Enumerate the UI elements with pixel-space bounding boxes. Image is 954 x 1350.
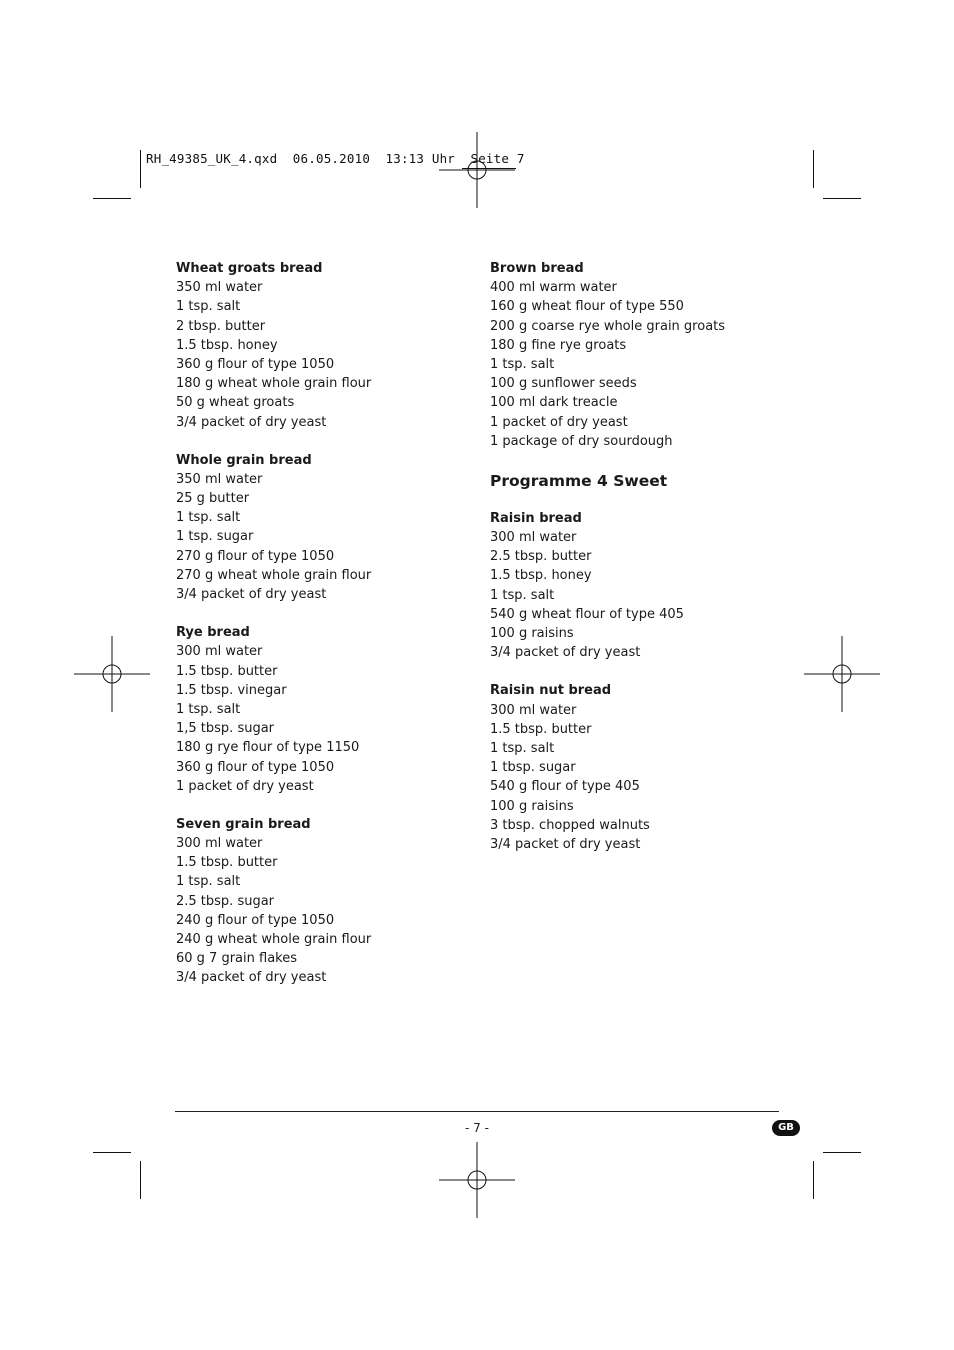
- recipe-seven-grain-bread: [176, 815, 476, 988]
- crop-mark: [813, 150, 814, 188]
- ingredient: 540 g wheat flour of type 405: [490, 606, 684, 622]
- footer-divider: [175, 1111, 779, 1112]
- crop-mark: [823, 1152, 861, 1153]
- recipe-title: Seven grain bread: [176, 816, 311, 832]
- ingredient: 100 g sunflower seeds: [490, 376, 637, 392]
- ingredient: 240 g wheat whole grain flour: [176, 932, 372, 947]
- ingredient: 3/4 packet of dry yeast: [490, 645, 641, 661]
- recipe-title: Wheat groats bread: [176, 261, 323, 276]
- ingredient: 1 package of dry sourdough: [490, 433, 673, 449]
- ingredient: 1 tsp. salt: [490, 587, 555, 603]
- ingredient: 540 g flour of type 405: [490, 779, 640, 795]
- ingredient: 360 g flour of type 1050: [176, 759, 335, 775]
- ingredient: 1.5 tbsp. vinegar: [176, 682, 287, 698]
- crop-mark: [140, 1161, 141, 1199]
- ingredient: 1 packet of dry yeast: [490, 414, 628, 430]
- ingredient: 1,5 tbsp. sugar: [176, 721, 275, 737]
- ingredient: 3 tbsp. chopped walnuts: [490, 817, 650, 833]
- crop-mark: [140, 150, 141, 188]
- registration-mark-icon: [74, 636, 150, 712]
- ingredient: 50 g wheat groats: [176, 395, 295, 411]
- ingredient: 270 g flour of type 1050: [176, 548, 335, 564]
- print-slug: RH_49385_UK_4.qxd 06.05.2010 13:13 Uhr Seite 7: [146, 151, 525, 166]
- right-column: [490, 259, 790, 873]
- ingredient: 60 g 7 grain flakes: [176, 951, 297, 967]
- recipe-title: Rye bread: [176, 625, 250, 641]
- ingredient: 1.5 tbsp. honey: [176, 337, 278, 353]
- ingredient: 180 g fine rye groats: [490, 337, 627, 353]
- recipe-title: Raisin bread: [490, 510, 582, 526]
- ingredient: 1 tsp. salt: [176, 701, 241, 717]
- ingredient: 400 ml warm water: [490, 280, 617, 296]
- ingredient: 2.5 tbsp. sugar: [176, 893, 275, 909]
- recipe-whole-grain-bread: [176, 451, 476, 605]
- ingredient: 1.5 tbsp. butter: [490, 721, 592, 737]
- ingredient: 240 g flour of type 1050: [176, 912, 335, 928]
- ingredient: 3/4 packet of dry yeast: [176, 970, 327, 986]
- crop-mark: [813, 1161, 814, 1199]
- recipe-rye-bread: [176, 623, 476, 796]
- ingredient: 100 g raisins: [490, 626, 574, 641]
- ingredient: 1 tbsp. sugar: [490, 760, 576, 776]
- ingredient: 2 tbsp. butter: [176, 318, 266, 334]
- ingredient: 1 tsp. sugar: [176, 529, 254, 545]
- ingredient: 160 g wheat flour of type 550: [490, 299, 684, 315]
- recipe-title: Brown bread: [490, 261, 584, 276]
- ingredient: 1 tsp. salt: [176, 510, 241, 526]
- page-number: - 7 -: [465, 1121, 489, 1135]
- ingredient: 300 ml water: [176, 836, 263, 852]
- ingredient: 1 tsp. salt: [490, 740, 555, 756]
- ingredient: 180 g rye flour of type 1150: [176, 740, 360, 756]
- recipe-raisin-nut-bread: [490, 681, 790, 854]
- ingredient: 25 g butter: [176, 491, 250, 507]
- registration-mark-icon: [439, 132, 515, 208]
- ingredient: 300 ml water: [490, 702, 577, 718]
- ingredient: 180 g wheat whole grain flour: [176, 376, 372, 392]
- ingredient: 100 ml dark treacle: [490, 395, 618, 411]
- crop-mark: [93, 198, 131, 199]
- ingredient: 1 tsp. salt: [490, 356, 555, 372]
- ingredient: 3/4 packet of dry yeast: [176, 414, 327, 430]
- recipe-title: Raisin nut bread: [490, 683, 612, 699]
- ingredient: 350 ml water: [176, 471, 263, 487]
- recipe-wheat-groats-bread: [176, 259, 476, 432]
- recipe-title: Whole grain bread: [176, 452, 312, 468]
- ingredient: 3/4 packet of dry yeast: [176, 587, 327, 602]
- crop-mark: [93, 1152, 131, 1153]
- ingredient: 200 g coarse rye whole grain groats: [490, 318, 726, 334]
- ingredient: 2.5 tbsp. butter: [490, 549, 592, 565]
- ingredient: 300 ml water: [176, 644, 263, 660]
- ingredient: 350 ml water: [176, 280, 263, 296]
- recipe-raisin-bread: [490, 509, 790, 663]
- language-badge: GB: [772, 1120, 800, 1136]
- ingredient: 270 g wheat whole grain flour: [176, 567, 372, 583]
- ingredient: 1.5 tbsp. honey: [490, 568, 592, 584]
- section-title: Programme 4 Sweet: [490, 471, 668, 490]
- ingredient: 3/4 packet of dry yeast: [490, 836, 641, 852]
- ingredient: 300 ml water: [490, 530, 577, 546]
- recipe-brown-bread: [490, 259, 790, 451]
- ingredient: 1 tsp. salt: [176, 299, 241, 315]
- ingredient: 360 g flour of type 1050: [176, 356, 335, 372]
- ingredient: 1.5 tbsp. butter: [176, 663, 278, 679]
- left-column: [176, 259, 476, 1007]
- registration-mark-icon: [439, 1142, 515, 1218]
- ingredient: 100 g raisins: [490, 798, 574, 814]
- ingredient: 1 tsp. salt: [176, 874, 241, 890]
- crop-mark: [823, 198, 861, 199]
- ingredient: 1 packet of dry yeast: [176, 778, 314, 794]
- registration-mark-icon: [804, 636, 880, 712]
- ingredient: 1.5 tbsp. butter: [176, 855, 278, 871]
